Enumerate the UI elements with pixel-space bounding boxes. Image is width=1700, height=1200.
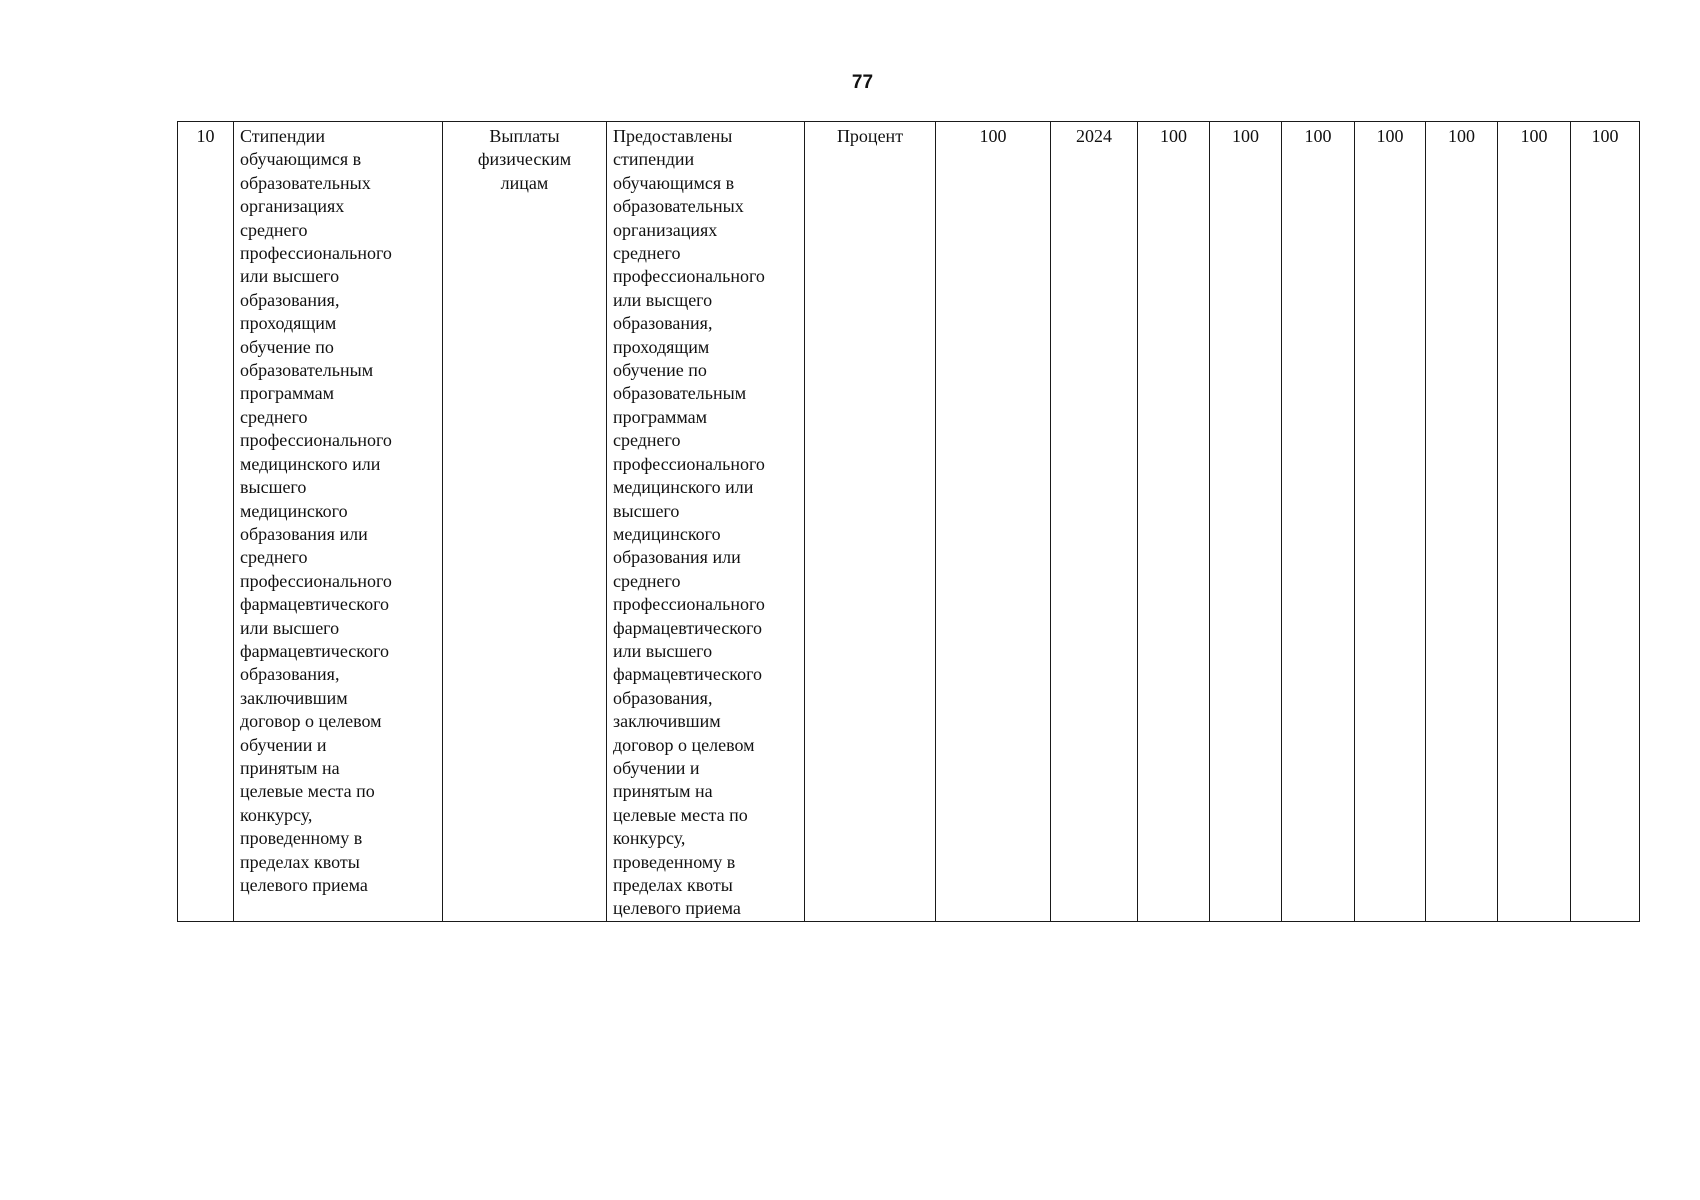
table-row bbox=[178, 122, 1640, 922]
row-value-cell: 100 bbox=[1571, 122, 1640, 922]
row-base-year-cell: 2024 bbox=[1051, 122, 1138, 922]
row-name-cell: Стипендии обучающимся в образовательных организациях среднего профессионального или высшего образования, проходящим обучение по образовательным программам среднего профессионального медицинского или высшего медицинского образования или среднего профессионального фармацевтического или высшего фармацевтического образования, заключившим договор о целевом обучении и принятым на целевые места по конкурсу, проведенному в пределах квоты целевого приема bbox=[234, 122, 443, 922]
row-value-cell: 100 bbox=[1282, 122, 1355, 922]
row-index-cell: 10 bbox=[178, 122, 234, 922]
row-type-cell: Выплаты физическим лицам bbox=[443, 122, 607, 922]
row-result-cell: Предоставлены стипендии обучающимся в образовательных организациях среднего профессионального или высщего образования, проходящим обучение по образовательным программам среднего профессионального медицинского или высшего медицинского образования или среднего профессионального фармацевтического или высшего фармацевтического образования, заключившим договор о целевом обучении и принятым на целевые места по конкурсу, проведенному в пределах квоты целевого приема bbox=[607, 122, 805, 922]
row-base-value-cell: 100 bbox=[936, 122, 1051, 922]
row-value-cell: 100 bbox=[1355, 122, 1426, 922]
indicators-table bbox=[177, 121, 1640, 922]
page-number: 77 bbox=[851, 72, 874, 93]
row-value-cell: 100 bbox=[1138, 122, 1210, 922]
row-value-cell: 100 bbox=[1210, 122, 1282, 922]
row-unit-cell: Процент bbox=[805, 122, 936, 922]
row-value-cell: 100 bbox=[1426, 122, 1498, 922]
row-value-cell: 100 bbox=[1498, 122, 1571, 922]
